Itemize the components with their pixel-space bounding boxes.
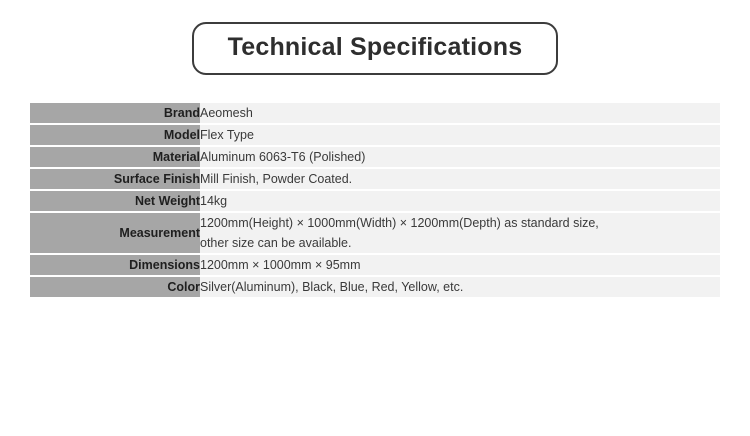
page-title: Technical Specifications [227,33,523,61]
title-badge [192,22,559,75]
table-row [30,146,720,168]
spec-label: Dimensions [30,254,200,276]
spec-value [200,103,720,124]
table-row [30,190,720,212]
spec-value [200,212,720,254]
spec-label: Brand [30,103,200,124]
spec-value-line: Mill Finish, Powder Coated. [200,172,353,186]
spec-label: Color [30,276,200,297]
spec-value-line: Aeomesh [200,106,253,120]
table-row [30,212,720,254]
spec-label: Surface Finish [30,168,200,190]
spec-value [200,124,720,146]
spec-value [200,146,720,168]
table-row [30,254,720,276]
spec-value-line: 14kg [200,194,228,208]
table-row [30,124,720,146]
spec-label: Material [30,146,200,168]
spec-value [200,168,720,190]
spec-value-line: 1200mm × 1000mm × 95mm [200,258,361,272]
spec-value [200,276,720,297]
specifications-table [30,103,720,297]
spec-value [200,254,720,276]
spec-value [200,190,720,212]
spec-value-line: Flex Type [200,128,254,142]
table-row [30,168,720,190]
spec-value-line: Aluminum 6063-T6 (Polished) [200,150,366,164]
spec-value-line: Silver(Aluminum), Black, Blue, Red, Yellow, etc. [200,280,464,294]
table-row [30,276,720,297]
title-container [0,0,750,75]
spec-label: Measurement [30,212,200,254]
table-row [30,103,720,124]
spec-value-line: 1200mm(Height) × 1000mm(Width) × 1200mm(Depth) as standard size, [200,216,599,230]
spec-value-line: other size can be available. [200,236,352,250]
specifications-table-body [30,103,720,297]
spec-label: Model [30,124,200,146]
spec-label: Net Weight [30,190,200,212]
